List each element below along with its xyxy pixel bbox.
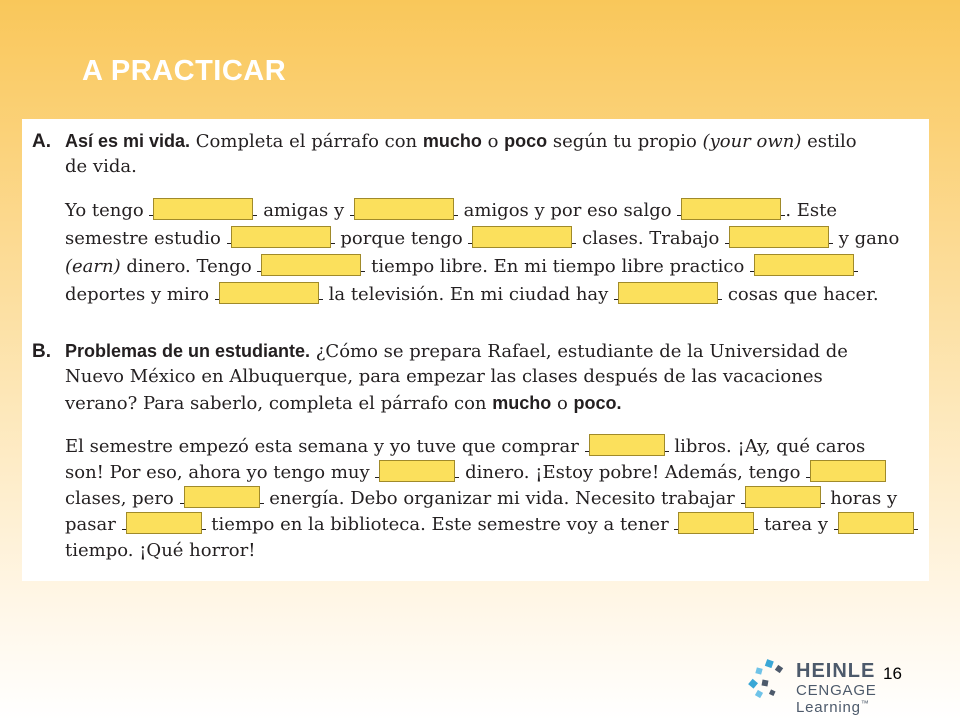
paragraph-text: la televisión. En mi ciudad hay xyxy=(328,284,609,305)
exercise-a-instructions-line-1 xyxy=(65,128,857,155)
exercise-a-paragraph-line-4 xyxy=(65,282,879,308)
cengage-mark-icon xyxy=(748,658,792,702)
exercise-a-paragraph-line-2 xyxy=(65,226,899,252)
paragraph-text: clases, pero xyxy=(65,488,174,509)
instr-text: o xyxy=(551,393,574,414)
paragraph-text: tarea y xyxy=(764,514,829,535)
instr-text: o xyxy=(481,131,505,152)
paragraph-text: dinero. Tengo xyxy=(120,256,252,277)
paragraph-text: semestre estudio xyxy=(65,228,221,249)
answer-blank[interactable] xyxy=(618,282,718,304)
logo-subtitle xyxy=(796,682,948,716)
paragraph-text: clases. Trabajo xyxy=(582,228,720,249)
answer-blank[interactable] xyxy=(261,254,361,276)
instr-text: según tu propio xyxy=(547,131,703,152)
page-number: 16 xyxy=(883,664,902,683)
answer-blank[interactable] xyxy=(810,460,886,482)
paragraph-text: energía. Debo organizar mi vida. Necesito trabajar xyxy=(269,488,735,509)
exercise-panel xyxy=(22,119,929,581)
answer-blank[interactable] xyxy=(354,198,454,220)
instr-italic: (your own) xyxy=(702,131,802,152)
paragraph-text: dinero. ¡Estoy pobre! Además, tengo xyxy=(465,462,801,483)
answer-blank[interactable] xyxy=(472,226,572,248)
exercise-b-paragraph-line-2 xyxy=(65,460,886,486)
paragraph-text: pasar xyxy=(65,514,116,535)
exercise-a-paragraph-line-3 xyxy=(65,254,858,280)
answer-blank[interactable] xyxy=(219,282,319,304)
exercise-b-instructions-line-2: Nuevo México en Albuquerque, para empezar las clases después de las vacaciones xyxy=(65,366,823,387)
exercise-b-paragraph-line-5: tiempo. ¡Qué horror! xyxy=(65,540,256,561)
paragraph-text: tiempo libre. En mi tiempo libre practico xyxy=(371,256,745,277)
slide-title: A PRACTICAR xyxy=(82,55,287,87)
exercise-b-paragraph-line-3 xyxy=(65,486,897,512)
exercise-b-instructions-line-1 xyxy=(65,338,848,365)
paragraph-text: porque tengo xyxy=(340,228,463,249)
exercise-b-instructions-line-3 xyxy=(65,390,622,417)
exercise-b-paragraph-line-4 xyxy=(65,512,918,538)
exercise-a-heading: Así es mi vida. xyxy=(65,131,191,151)
exercise-a-paragraph-line-1 xyxy=(65,198,837,224)
paragraph-text: libros. ¡Ay, qué caros xyxy=(674,436,866,457)
paragraph-italic: (earn) xyxy=(65,256,121,277)
answer-blank[interactable] xyxy=(153,198,253,220)
exercise-b-heading: Problemas de un estudiante. xyxy=(65,341,311,361)
paragraph-text: deportes y miro xyxy=(65,284,210,305)
answer-blank[interactable] xyxy=(184,486,260,508)
instr-text: estilo xyxy=(801,131,857,152)
answer-blank[interactable] xyxy=(729,226,829,248)
logo-subtitle-text: CENGAGE Learning xyxy=(796,682,877,716)
keyword-poco: poco. xyxy=(573,393,622,413)
exercise-a-instructions-line-2: de vida. xyxy=(65,156,137,177)
exercise-b-letter: B. xyxy=(32,341,51,362)
instr-text: ¿Cómo se prepara Rafael, estudiante de la Universidad de xyxy=(310,341,848,362)
answer-blank[interactable] xyxy=(379,460,455,482)
heinle-cengage-logo xyxy=(748,656,948,716)
logo-trademark: ™ xyxy=(860,699,870,708)
paragraph-text: cosas que hacer. xyxy=(727,284,879,305)
instr-text: verano? Para saberlo, completa el párrafo con xyxy=(65,393,493,414)
answer-blank[interactable] xyxy=(231,226,331,248)
paragraph-text: . Este xyxy=(785,200,838,221)
answer-blank[interactable] xyxy=(678,512,754,534)
paragraph-text: tiempo en la biblioteca. Este semestre voy a tener xyxy=(211,514,669,535)
answer-blank[interactable] xyxy=(589,434,665,456)
exercise-b-paragraph-line-1 xyxy=(65,434,865,460)
paragraph-text: y gano xyxy=(838,228,900,249)
logo-brand: HEINLE xyxy=(796,660,876,682)
answer-blank[interactable] xyxy=(126,512,202,534)
keyword-mucho: mucho xyxy=(492,393,552,413)
paragraph-text: horas y xyxy=(830,488,898,509)
exercise-a-letter: A. xyxy=(32,131,51,152)
keyword-poco: poco xyxy=(504,131,548,151)
paragraph-text: amigas y xyxy=(263,200,345,221)
instr-text: Completa el párrafo con xyxy=(190,131,423,152)
paragraph-text: son! Por eso, ahora yo tengo muy xyxy=(65,462,370,483)
answer-blank[interactable] xyxy=(754,254,854,276)
paragraph-text: El semestre empezó esta semana y yo tuve que comprar xyxy=(65,436,579,457)
answer-blank[interactable] xyxy=(838,512,914,534)
keyword-mucho: mucho xyxy=(422,131,482,151)
answer-blank[interactable] xyxy=(745,486,821,508)
paragraph-text: Yo tengo xyxy=(65,200,144,221)
answer-blank[interactable] xyxy=(681,198,781,220)
paragraph-text: amigos y por eso salgo xyxy=(463,200,672,221)
